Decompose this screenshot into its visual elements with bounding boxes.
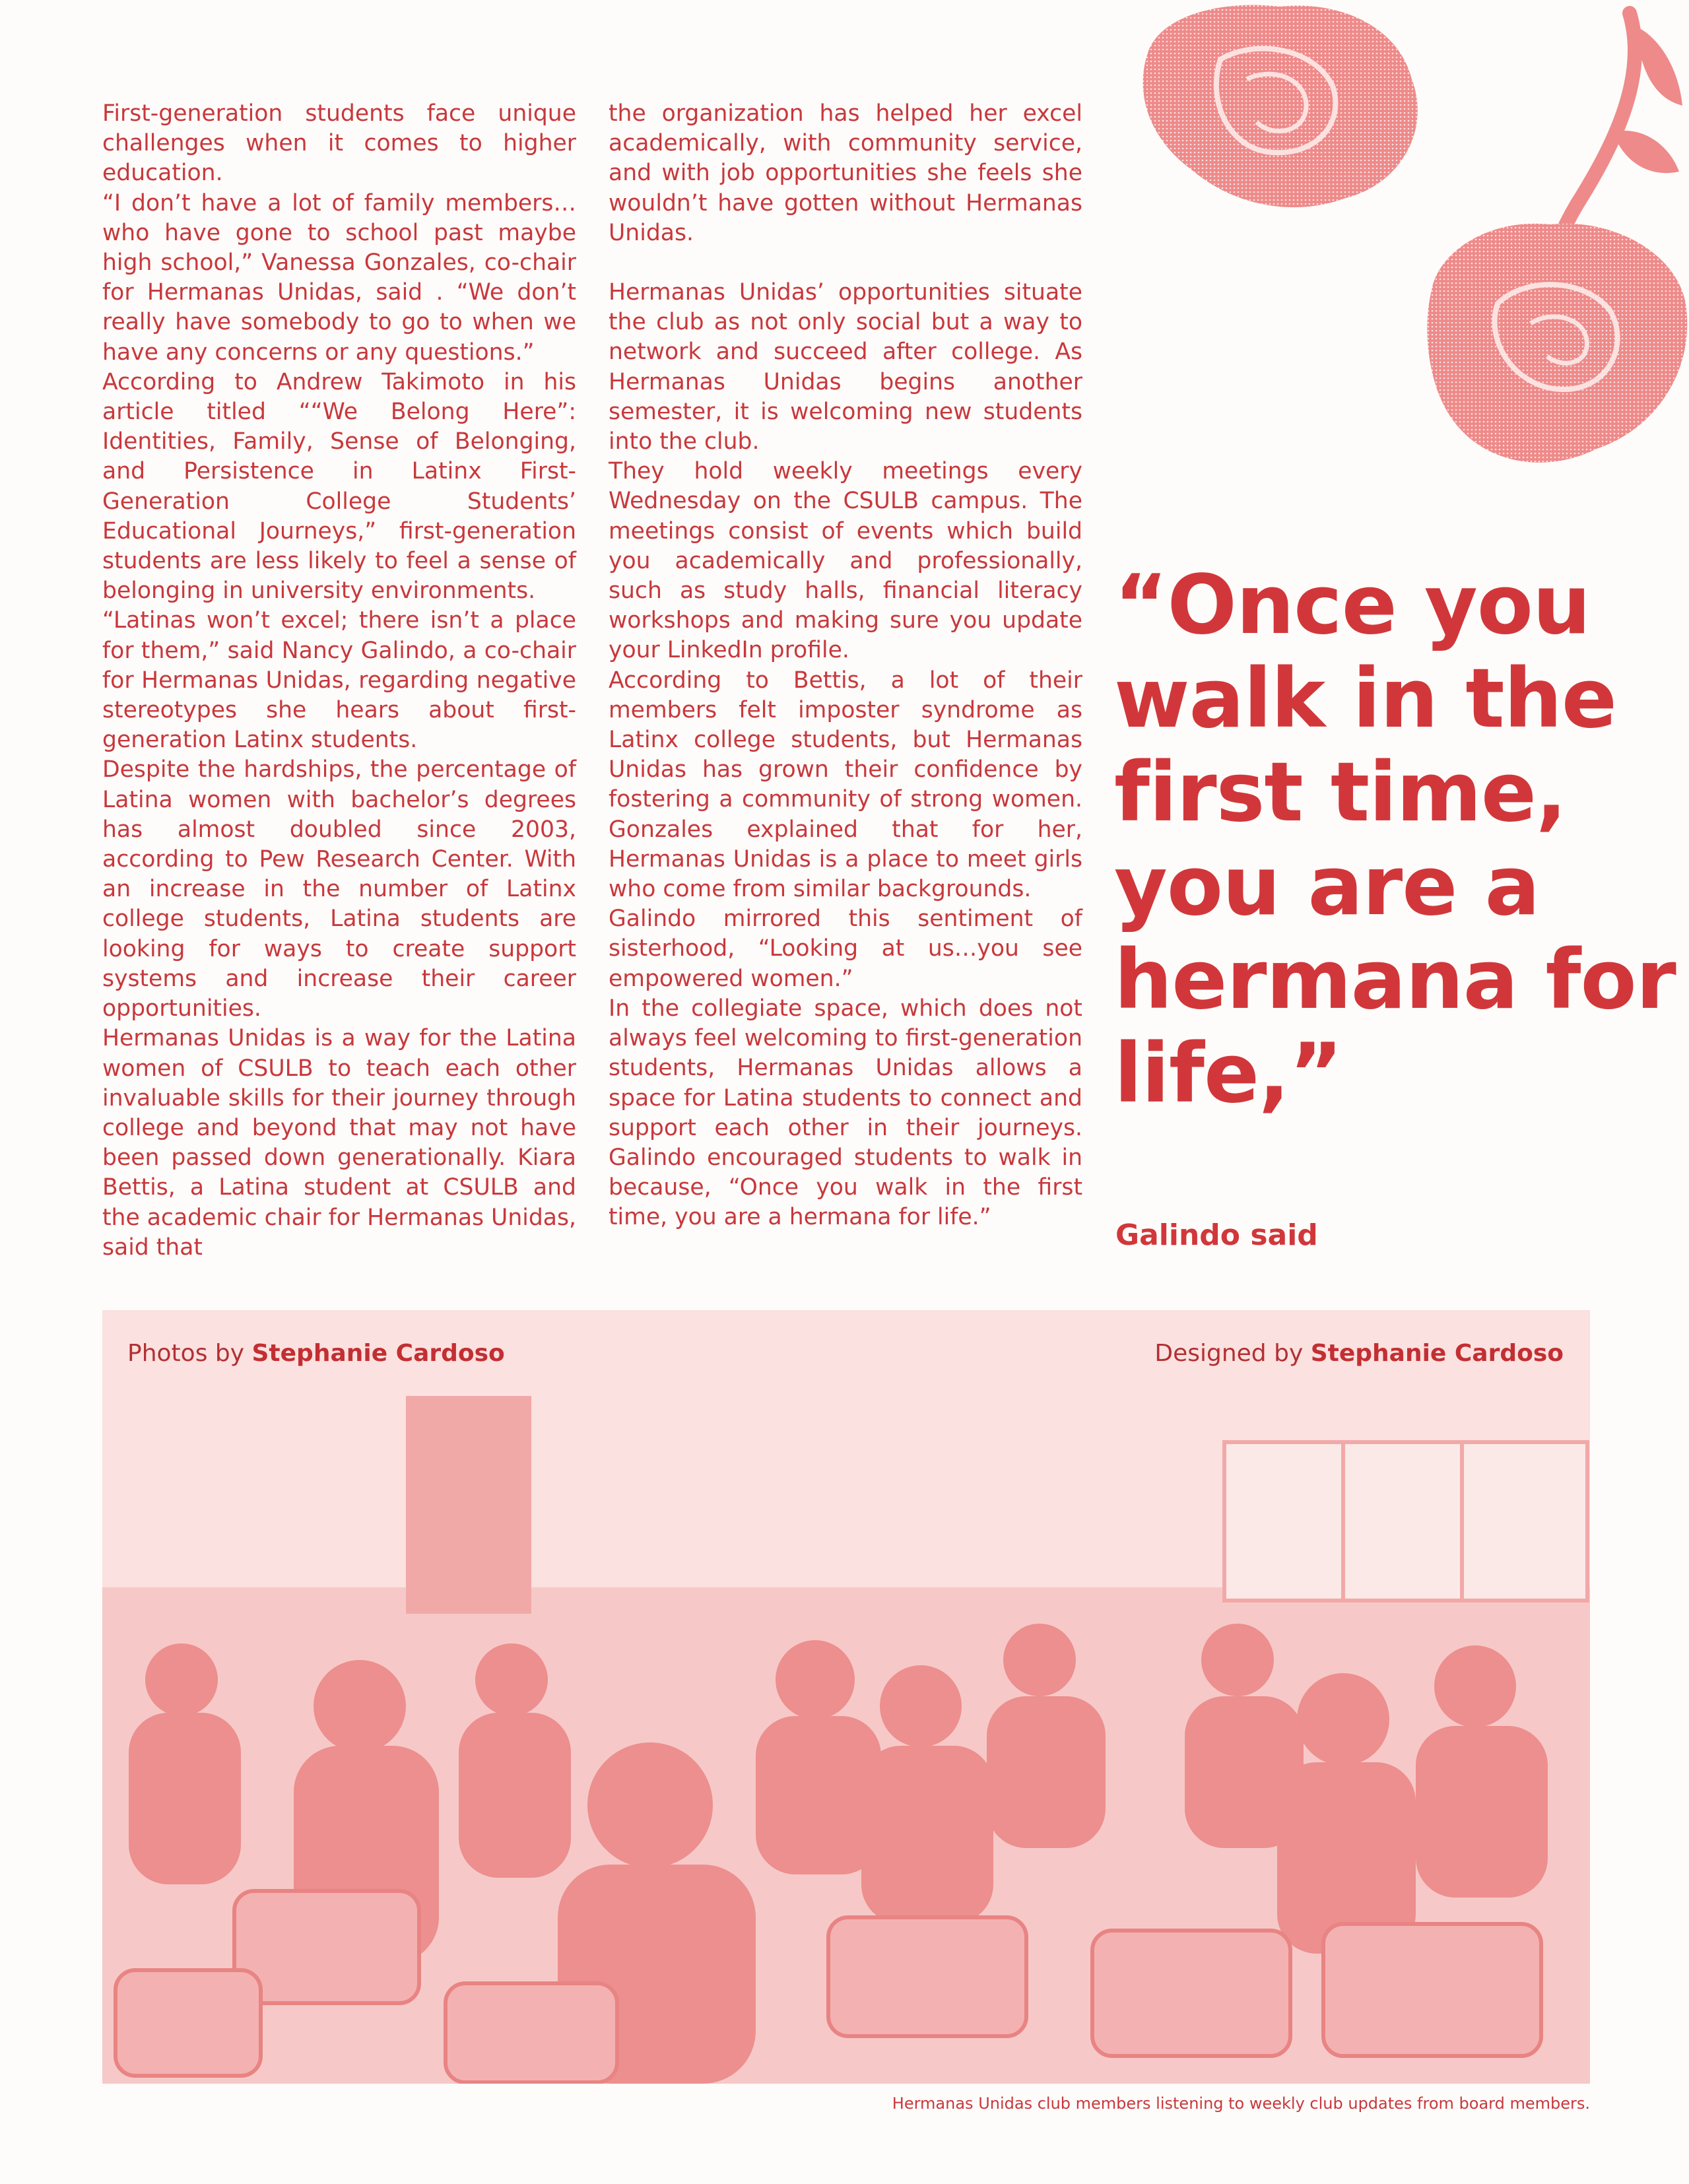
article-paragraph: According to Andrew Takimoto in his article titled ““We Belong Here”: Identities, Family, Sense of Belonging, and Persistence in Latinx First-Generation College Students’ Educational Journeys,” first-generation students are less likely to feel a sense of belonging in university environments.	[102, 368, 576, 605]
design-credit-name: Stephanie Cardoso	[1310, 1340, 1564, 1367]
article-paragraph: “Latinas won’t excel; there isn’t a place for them,” said Nancy Galindo, a co-chair for Hermanas Unidas, regarding negative stereotypes she hears about first-generation Latinx students.	[102, 607, 576, 754]
classroom-photo	[102, 1310, 1590, 2084]
photo-credit-prefix: Photos by	[127, 1340, 252, 1367]
classroom-photo-illustration	[102, 1310, 1590, 2084]
design-credit-prefix: Designed by	[1154, 1340, 1311, 1367]
article-paragraph: In the collegiate space, which does not always feel welcoming to first-generation students, Hermanas Unidas allows a space for Latina students to connect and support each other in their journeys. Galindo encouraged students to walk in because, “Once you walk in the first time, you are a hermana for life.”	[609, 995, 1082, 1231]
article-column-left	[102, 99, 576, 1263]
article-paragraph: First-generation students face unique challenges when it comes to higher education.	[102, 100, 576, 187]
article-paragraph: They hold weekly meetings every Wednesday on the CSULB campus. The meetings consist of events which build you academically and professionally, such as study halls, financial literacy workshops and making sure you update your LinkedIn profile.	[609, 458, 1082, 664]
photo-credit	[127, 1340, 505, 1367]
roses-illustration	[1121, 0, 1689, 541]
article-paragraph: Galindo mirrored this sentiment of sisterhood, “Looking at us…you see empowered women.”	[609, 906, 1082, 992]
article-paragraph: Despite the hardships, the percentage of Latina women with bachelor’s degrees has almost doubled since 2003, according to Pew Research Center. With an increase in the number of Latinx college students, Latina students are looking for ways to create support systems and increase their career opportunities.	[102, 756, 576, 1022]
pull-quote-attribution: Galindo said	[1115, 1218, 1318, 1252]
article-paragraph: “I don’t have a lot of family members… who have gone to school past maybe high school,” Vanessa Gonzales, co-chair for Hermanas Unidas, said . “We don’t really have somebody to go to when we have any concerns or any questions.”	[102, 189, 576, 366]
photo-credit-name: Stephanie Cardoso	[251, 1340, 505, 1367]
pull-quote: “Once you walk in the first time, you are a hermana for life,”	[1114, 558, 1676, 1121]
article-paragraph: the organization has helped her excel academically, with community service, and with job opportunities she feels she wouldn’t have gotten without Hermanas Unidas.	[609, 100, 1082, 246]
article-paragraph: According to Bettis, a lot of their members felt imposter syndrome as Latinx college students, but Hermanas Unidas has grown their confidence by fostering a community of strong women. Gonzales explained that for her, Hermanas Unidas is a place to meet girls who come from similar backgrounds.	[609, 667, 1082, 903]
article-paragraph: Hermanas Unidas is a way for the Latina women of CSULB to teach each other invaluable skills for their journey through college and beyond that may not have been passed down generationally. Kiara Bettis, a Latina student at CSULB and the academic chair for Hermanas Unidas, said that	[102, 1025, 576, 1261]
photo-caption: Hermanas Unidas club members listening to weekly club updates from board members.	[892, 2094, 1590, 2113]
design-credit	[1154, 1340, 1564, 1367]
article-paragraph: Hermanas Unidas’ opportunities situate the club as not only social but a way to network and succeed after college. As Hermanas Unidas begins another semester, it is welcoming new students into the club.	[609, 279, 1082, 455]
article-column-right	[609, 99, 1082, 1233]
